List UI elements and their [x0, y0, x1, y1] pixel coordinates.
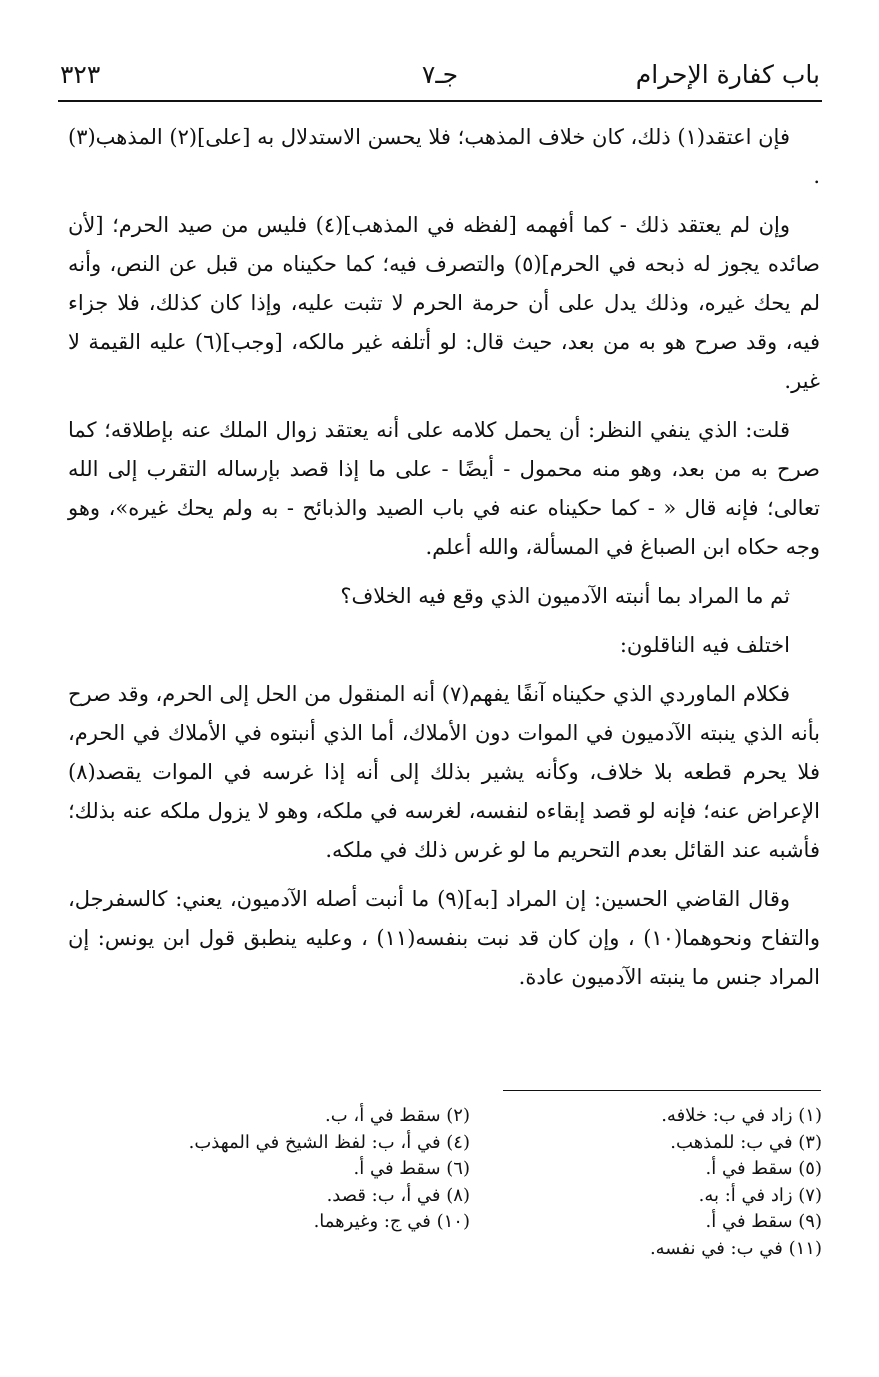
chapter-title: باب كفارة الإحرام [635, 60, 820, 89]
header-divider [58, 100, 822, 102]
footnote: (٦) سقط في أ. [353, 1158, 470, 1179]
footnote: (١٠) في ج: وغيرهما. [313, 1211, 470, 1232]
paragraph: فكلام الماوردي الذي حكيناه آنفًا يفهم(٧) أنه المنقول من الحل إلى الحرم، وقد صرح بأنه الذي ينبته الآدميون في الموات دون الأملاك، أما الذي أنبتوه في الأملاك في الحرم، فلا يحرم قطعه بلا خلاف، وكأنه يشير بذلك إلى أنه إذا غرسه في الموات يقصد(٨) الإعراض عنه؛ فإنه لو قصد إبقاءه لنفسه، لغرسه في ملكه، وهو لا يزول ملكه عنه بذلك؛ فأشبه عند القائل بعدم التحريم ما لو غرس ذلك في ملكه. [67, 682, 820, 862]
footnote: (١) زاد في ب: خلافه. [661, 1105, 822, 1126]
main-text [68, 118, 820, 1007]
paragraph: قلت: الذي ينفي النظر: أن يحمل كلامه على أنه يعتقد زوال الملك عنه بإطلاقه؛ كما صرح به من بعد، وهو منه محمول - أيضًا - على ما إذا قصد بإرساله التقرب إلى الله تعالى؛ فإنه قال « - كما حكيناه عنه في باب الصيد والذبائح - به ولم يحك غيره»، وهو وجه حكاه ابن الصباغ في المسألة، والله أعلم. [68, 418, 820, 559]
paragraph: فإن اعتقد(١) ذلك، كان خلاف المذهب؛ فلا يحسن الاستدلال به [على](٢) المذهب(٣) . [67, 125, 820, 188]
footnote: (١١) في ب: في نفسه. [649, 1237, 822, 1259]
page-header [60, 58, 820, 92]
footnotes-left-column [130, 1103, 470, 1236]
footnote: (٥) سقط في أ. [705, 1158, 822, 1179]
footnote: (٨) في أ، ب: قصد. [326, 1184, 470, 1206]
paragraph: ثم ما المراد بما أنبته الآدميون الذي وقع فيه الخلاف؟ [340, 584, 790, 608]
footnote: (٣) في ب: للمذهب. [670, 1131, 822, 1153]
footnote: (٢) سقط في أ، ب. [325, 1105, 470, 1126]
paragraph: وإن لم يعتقد ذلك - كما أفهمه [لفظه في المذهب](٤) فليس من صيد الحرم؛ [لأن صائده يجوز له ذبحه في الحرم](٥) والتصرف فيه؛ كما حكيناه من قبل عن النص، وأنه لم يحك غيره، وذلك يدل على أن حرمة الحرم لا تثبت عليه، وإذا كان كذلك، فلا جزاء فيه، وقد صرح هو به من بعد، حيث قال: لو أتلفه غير مالكه، [وجب](٦) عليه القيمة لا غير. [68, 213, 821, 393]
paragraph: اختلف فيه الناقلون: [619, 633, 790, 657]
page-number: ٣٢٣ [60, 60, 101, 89]
footnotes-right-column [482, 1103, 822, 1262]
paragraph: وقال القاضي الحسين: إن المراد [به](٩) ما أنبت أصله الآدميون، يعني: كالسفرجل، والتفاح ونحوهما(١٠) ، وإن كان قد نبت بنفسه(١١) ، وعليه ينطبق قول ابن يونس: إن المراد جنس ما ينبته الآدميون عادة. [68, 887, 820, 989]
volume-label: جـ٧ [421, 60, 459, 89]
footnote: (٩) سقط في أ. [705, 1211, 822, 1232]
footnote-divider [503, 1090, 821, 1091]
footnote: (٧) زاد في أ: به. [698, 1184, 822, 1206]
footnote: (٤) في أ، ب: لفظ الشيخ في المهذب. [188, 1131, 470, 1153]
